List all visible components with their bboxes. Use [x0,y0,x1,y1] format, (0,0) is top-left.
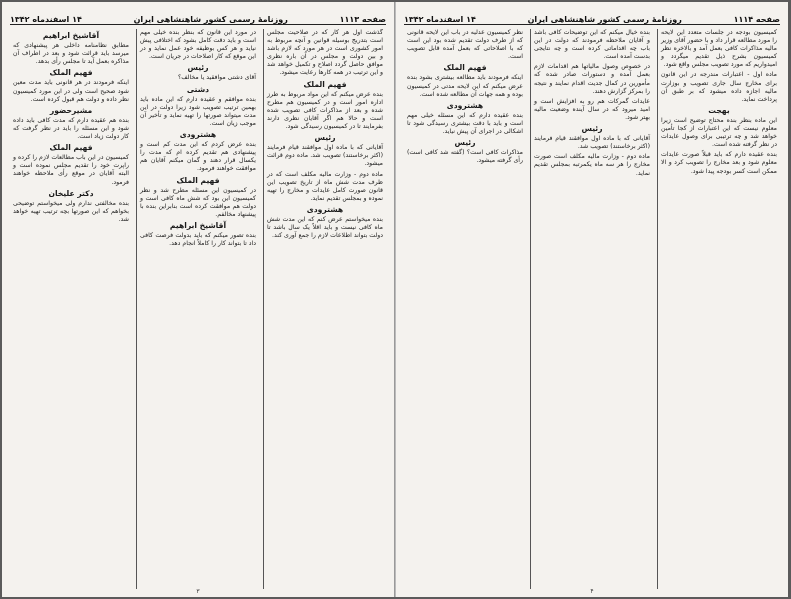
left-page-header [10,8,386,25]
speaker-heading: هشترودی [306,204,344,214]
speaker-heading: مشیرحضور [49,105,93,115]
left-page-number: ۳ [196,588,200,595]
paragraph: این ماده بنظر بنده محتاج توضیح است زیرا معلوم نیست که این اعتبارات از کجا تأمین خواهد شد و چه ترتیبی برای وصول عایدات در نظر گرفته شده است. [661,116,777,149]
paragraph: عایدات گمرکات هم رو به افزایش است و امید میرود که در سال آینده وضعیت مالیه بهتر شود. [534,97,650,121]
left-header-center: روزنامهٔ رسمی کشور شاهنشاهی ایران [133,15,288,24]
left-page [2,2,395,597]
paragraph: بنده خیال میکنم که این توضیحات کافی باشد و آقایان ملاحظه فرمودند که دولت در این باب چه اقداماتی کرده است و چه نتایجی بدست آمده است. [534,29,650,61]
paragraph: بنده عقیده دارم که باید قبلاً صورت عایدات معلوم شود و بعد مخارج را تصویب کرد و الا ممکن است کسر بودجه پیدا شود. [661,151,777,175]
paragraph: آقای دشتی موافقید یا مخالف؟ [177,74,256,82]
paragraph: در کمیسیون این مسئله مطرح شد و نظر کمیسیون این بود که شش ماه کافی است و دولت هم موافقت کرده است بنابراین بنده با پیشنهاد مخالفم. [140,186,256,218]
paragraph: بنده هم عقیده دارم که مدت کافی باید داده شود و این مسئله را باید در نظر گرفت که کار دولت زیاد است. [13,116,129,141]
right-column-3 [404,29,526,589]
right-page-number: ۴ [590,588,594,595]
speaker-heading: رئیس [314,133,336,143]
speaker-heading: بهجت [708,105,730,115]
paragraph: مذاکرات کافی است؟ (گفته شد کافی است) رأی گرفته میشود. [407,149,523,165]
right-column-1 [657,29,780,589]
speaker-heading: آقاشیخ ابراهیم [42,31,100,40]
speaker-heading: آقاشیخ ابراهیم [169,220,227,230]
paragraph: در خصوص وصول مالیاتها هم اقدامات لازم بعمل آمده و دستورات صادر شده که مأمورین در کمال جدیت اقدام نمایند و نتیجه را بمرکز گزارش دهند. [534,63,650,95]
paragraph: آقایانی که با ماده اول موافقند قیام فرمایند (اکثر برخاستند) تصویب شد. [534,135,650,151]
speaker-heading: فهیم الملک [176,175,220,185]
right-header-right: ۱۴ اسفندماه ۱۳۴۲ [404,15,476,24]
paragraph: در مورد این قانون که بنظر بنده خیلی مهم است و باید دقت کامل بشود که اختلافی پیش نیاید و هر کس بوظیفه خود عمل نماید و در این موقع که کار اصلاحات در جریان است. [140,29,256,61]
paragraph: بنده عقیده دارم که این مسئله خیلی مهم است و باید با دقت بیشتری رسیدگی شود تا اشکالی در اجرای آن پیش نیاید. [407,111,523,136]
newspaper-spread [2,2,789,597]
paragraph: کمیسیون بودجه در جلسات متعدد این لایحه را مورد مطالعه قرار داد و با حضور آقای وزیر مالیه مذاکرات کافی بعمل آمد و بالاخره نظر کمیسیون بشرح ذیل تقدیم میگردد و امیدواریم که مورد تصویب مجلس واقع شود. [661,29,777,69]
paragraph: بنده میخواستم عرض کنم که این مدت شش ماه کافی نیست و باید اقلاً یک سال باشد تا دولت بتواند اطلاعات لازم را جمع آوری کند. [267,215,383,240]
paragraph: بنده موافقم و عقیده دارم که این ماده باید بهمین ترتیب تصویب شود زیرا دولت در این مدت میتواند صورتها را تهیه نماید و تأخیر آن موجب زیان است. [140,95,256,127]
speaker-heading: هشترودی [179,130,217,140]
paragraph: ماده اول - اعتبارات مندرجه در این قانون برای مخارج سال جاری تصویب و بوزارت مالیه اجازه داده میشود که بر طبق آن پرداخت نماید. [661,71,777,103]
paragraph: مطابق نظامنامه داخلی هر پیشنهادی که میرسد باید قرائت شود و بعد در اطراف آن مذاکره بعمل آید تا مجلس رأی بدهد. [13,42,129,66]
speaker-heading: فهیم الملک [49,143,93,153]
paragraph: بنده مخالفتی ندارم ولی میخواستم توضیحی بخواهم که این صورتها بچه ترتیب تهیه خواهد شد. [13,199,129,223]
paragraph: ماده دوم - وزارت مالیه مکلف است صورت مخارج را هر سه ماه یکمرتبه بمجلس تقدیم نماید. [534,153,650,177]
paragraph: اینکه فرمودند باید مطالعه بیشتری بشود بنده عرض میکنم که این لایحه مدتی در کمیسیون بوده و همه جهات آن مطالعه شده است. [407,74,523,98]
paragraph: آقایانی که با ماده اول موافقند قیام فرمایند (اکثر برخاستند) تصویب شد. ماده دوم قرائت میشود. [267,144,383,168]
paragraph: نظر کمیسیون عدلیه در باب این لایحه قانونی که از طرف دولت تقدیم شده بود این است که با اصلاحاتی که بعمل آمده قابل تصویب است. [407,29,523,61]
paragraph: اینکه فرمودند در هر قانونی باید مدت معین شود صحیح است ولی در این مورد کمیسیون نظر داده و دولت هم قبول کرده است. [13,79,129,103]
speaker-heading: هشترودی [446,100,484,110]
left-column-3 [10,29,132,589]
paragraph: بنده تصور میکنم که باید بدولت فرصت کافی داد تا بتواند کار را کاملاً انجام دهد. [140,232,256,248]
left-header-left: ۱۴ اسفندماه ۱۳۴۲ [10,15,82,24]
speaker-heading: فهیم الملک [49,68,93,78]
paragraph: کمیسیون در این باب مطالعات لازم را کرده و راپرت خود را تقدیم مجلس نموده است و البته آقایان در موقع رأی ملاحظه خواهند فرمود. [13,154,129,186]
paragraph: بنده عرض کردم که این مدت کم است و پیشنهادی هم تقدیم کرده ام که مدت را یکسال قرار دهند و گمان میکنم آقایان هم موافقت خواهند فرمود. [140,141,256,173]
left-column-1 [263,29,386,589]
left-page-columns [10,29,386,589]
right-page [395,2,788,597]
speaker-heading: رئیس [454,138,476,148]
speaker-heading: دشتی [186,84,210,94]
speaker-heading: رئیس [581,124,603,134]
paragraph: گذشت اول هر کار که در صلاحیت مجلس است بتدریج بوسیله قوانین و آنچه مربوط به امور کشوری است در هر مورد که لازم باشد و بین دولت و مجلس در آن باره نظری موافق حاصل گردد اصلاح و تکمیل خواهد شد و این ترتیب در همه کارها رعایت میشود. [267,29,383,77]
speaker-heading: رئیس [187,63,209,73]
left-column-2 [136,29,259,589]
speaker-heading: فهیم الملک [443,63,487,73]
left-header-right: صفحه ۱۱۱۳ [339,15,386,24]
speaker-heading: دکتر علیخان [48,188,94,198]
speaker-heading: فهیم الملک [303,79,347,89]
right-page-header [404,8,780,25]
right-page-columns [404,29,780,589]
paragraph: ماده دوم - وزارت مالیه مکلف است که در ظرف مدت شش ماه از تاریخ تصویب این قانون صورت کامل عایدات و مخارج را تهیه نموده و بمجلس تقدیم نماید. [267,170,383,202]
right-header-left: صفحه ۱۱۱۴ [733,15,780,24]
right-column-2 [530,29,653,589]
paragraph: بنده عرض میکنم که این مواد مربوط به طرز اداره امور است و در کمیسیون هم مطرح شده و بعد از مذاکرات کافی تصویب شده است و حالا هم اگر آقایان نظری دارند بفرمایند تا در کمیسیون رسیدگی شود. [267,90,383,131]
right-header-center: روزنامهٔ رسمی کشور شاهنشاهی ایران [527,15,682,24]
